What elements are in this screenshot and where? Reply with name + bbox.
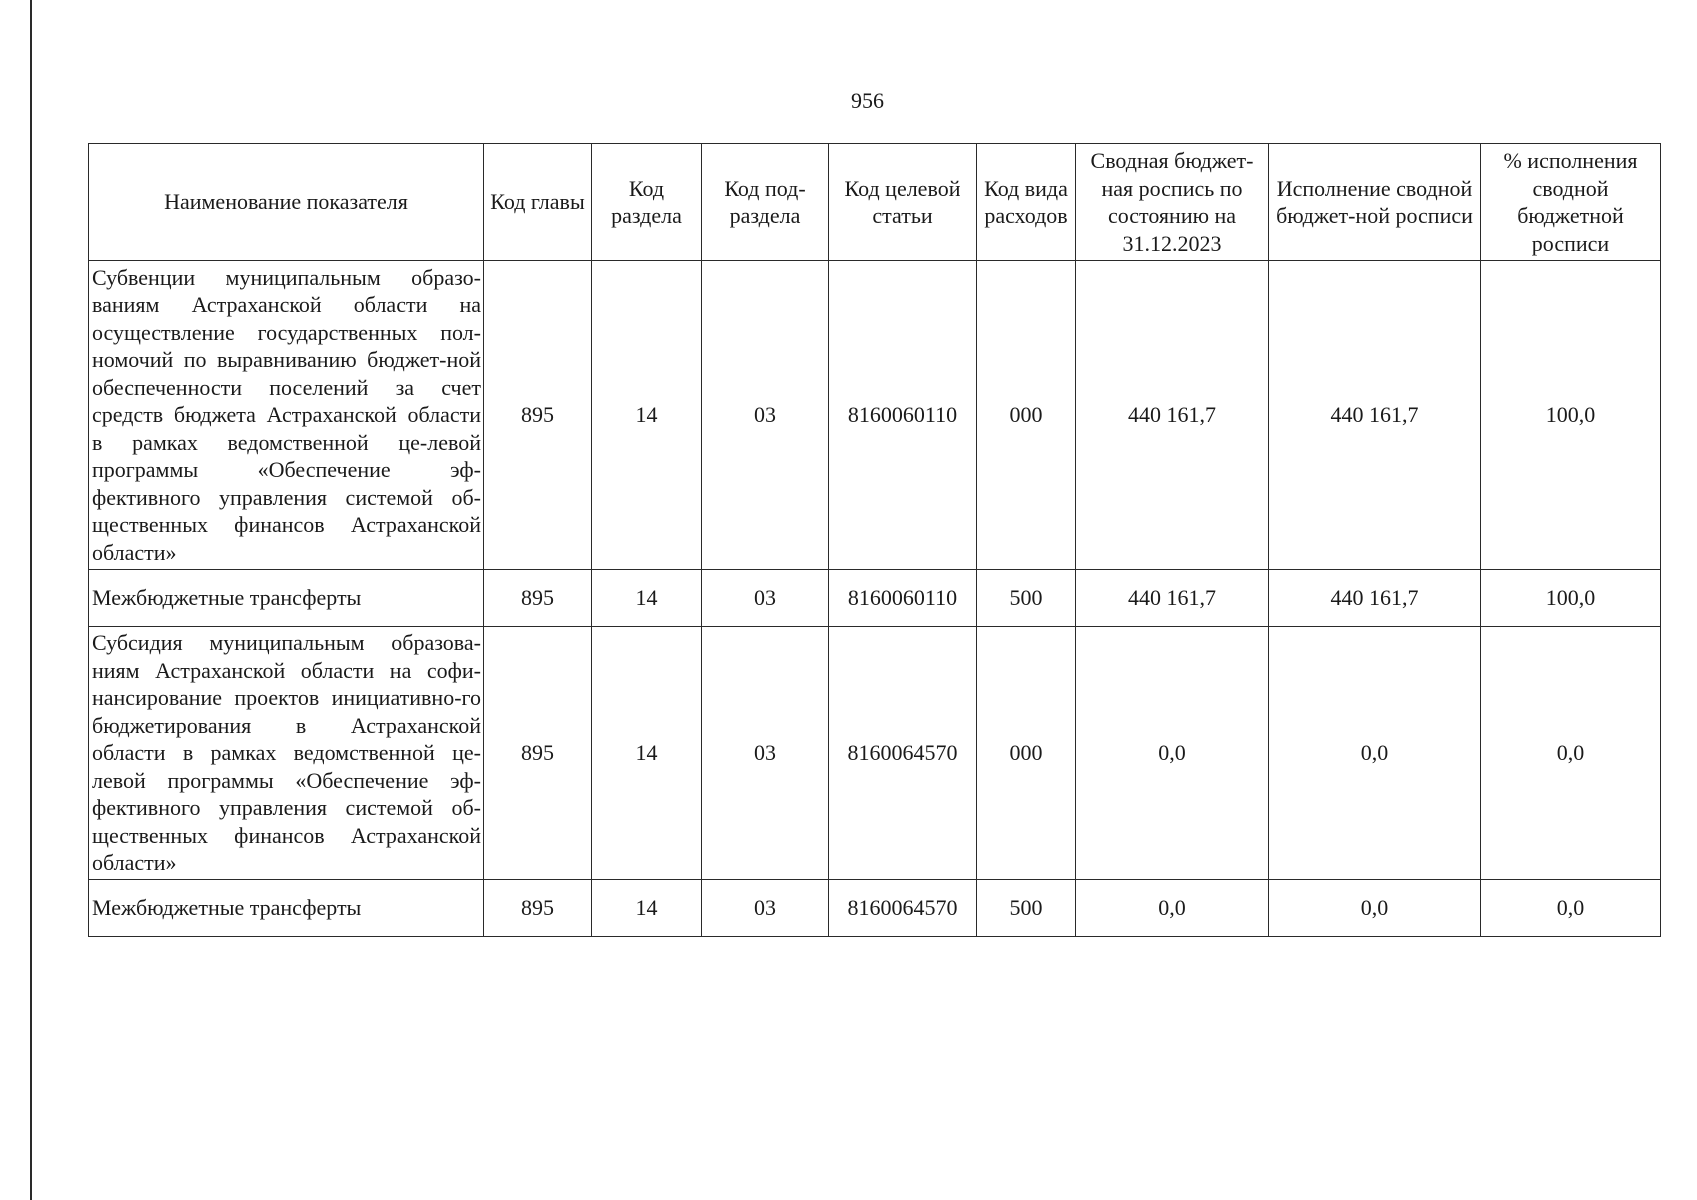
cell-execution-percent: 0,0: [1481, 627, 1661, 880]
budget-execution-table: [88, 143, 1661, 937]
cell-target-article-code: 8160064570: [829, 879, 977, 936]
cell-execution: 0,0: [1269, 627, 1481, 880]
header-section-code: Код раздела: [592, 144, 702, 261]
page-number: 956: [851, 88, 884, 113]
header-indicator-name: Наименование показателя: [89, 144, 484, 261]
cell-section-code: 14: [592, 879, 702, 936]
cell-consolidated-budget: 440 161,7: [1076, 261, 1269, 570]
header-expense-type-code: Код вида расходов: [977, 144, 1076, 261]
cell-indicator-name: Межбюджетные трансферты: [89, 570, 484, 627]
header-execution: Исполнение сводной бюджет-ной росписи: [1269, 144, 1481, 261]
cell-subsection-code: 03: [702, 261, 829, 570]
cell-execution: 440 161,7: [1269, 261, 1481, 570]
table-row: [89, 261, 1661, 570]
cell-indicator-name: Субвенции муниципальным образо-ваниям Астраханской области на осуществление государственных пол-номочий по выравниванию бюджет-ной обеспеченности поселений за счет средств бюджета Астраханской области в рамках ведомственной це-левой программы «Обеспечение эф-фективного управления системой об-щественных финансов Астраханской области»: [89, 261, 484, 570]
table-row: [89, 879, 1661, 936]
cell-section-code: 14: [592, 570, 702, 627]
cell-execution-percent: 0,0: [1481, 879, 1661, 936]
cell-subsection-code: 03: [702, 627, 829, 880]
cell-expense-type-code: 000: [977, 261, 1076, 570]
table-row: [89, 627, 1661, 880]
cell-consolidated-budget: 0,0: [1076, 627, 1269, 880]
cell-expense-type-code: 500: [977, 570, 1076, 627]
cell-subsection-code: 03: [702, 879, 829, 936]
binding-margin-line: [30, 0, 32, 1200]
table-row: [89, 570, 1661, 627]
cell-chapter-code: 895: [484, 627, 592, 880]
cell-indicator-name: Субсидия муниципальным образова-ниям Астраханской области на софи-нансирование проектов инициативно-го бюджетирования в Астраханской области в рамках ведомственной це-левой программы «Обеспечение эф-фективного управления системой об-щественных финансов Астраханской области»: [89, 627, 484, 880]
table-header-row: [89, 144, 1661, 261]
header-subsection-code: Код под-раздела: [702, 144, 829, 261]
header-target-article-code: Код целевой статьи: [829, 144, 977, 261]
cell-section-code: 14: [592, 627, 702, 880]
header-consolidated-budget: Сводная бюджет-ная роспись по состоянию на 31.12.2023: [1076, 144, 1269, 261]
cell-consolidated-budget: 440 161,7: [1076, 570, 1269, 627]
cell-chapter-code: 895: [484, 261, 592, 570]
cell-execution: 0,0: [1269, 879, 1481, 936]
cell-expense-type-code: 000: [977, 627, 1076, 880]
cell-section-code: 14: [592, 261, 702, 570]
cell-target-article-code: 8160060110: [829, 570, 977, 627]
cell-target-article-code: 8160064570: [829, 627, 977, 880]
cell-expense-type-code: 500: [977, 879, 1076, 936]
cell-execution: 440 161,7: [1269, 570, 1481, 627]
cell-subsection-code: 03: [702, 570, 829, 627]
header-execution-percent: % исполнения сводной бюджетной росписи: [1481, 144, 1661, 261]
cell-indicator-name: Межбюджетные трансферты: [89, 879, 484, 936]
cell-execution-percent: 100,0: [1481, 570, 1661, 627]
cell-chapter-code: 895: [484, 570, 592, 627]
cell-execution-percent: 100,0: [1481, 261, 1661, 570]
cell-target-article-code: 8160060110: [829, 261, 977, 570]
header-chapter-code: Код главы: [484, 144, 592, 261]
cell-consolidated-budget: 0,0: [1076, 879, 1269, 936]
cell-chapter-code: 895: [484, 879, 592, 936]
